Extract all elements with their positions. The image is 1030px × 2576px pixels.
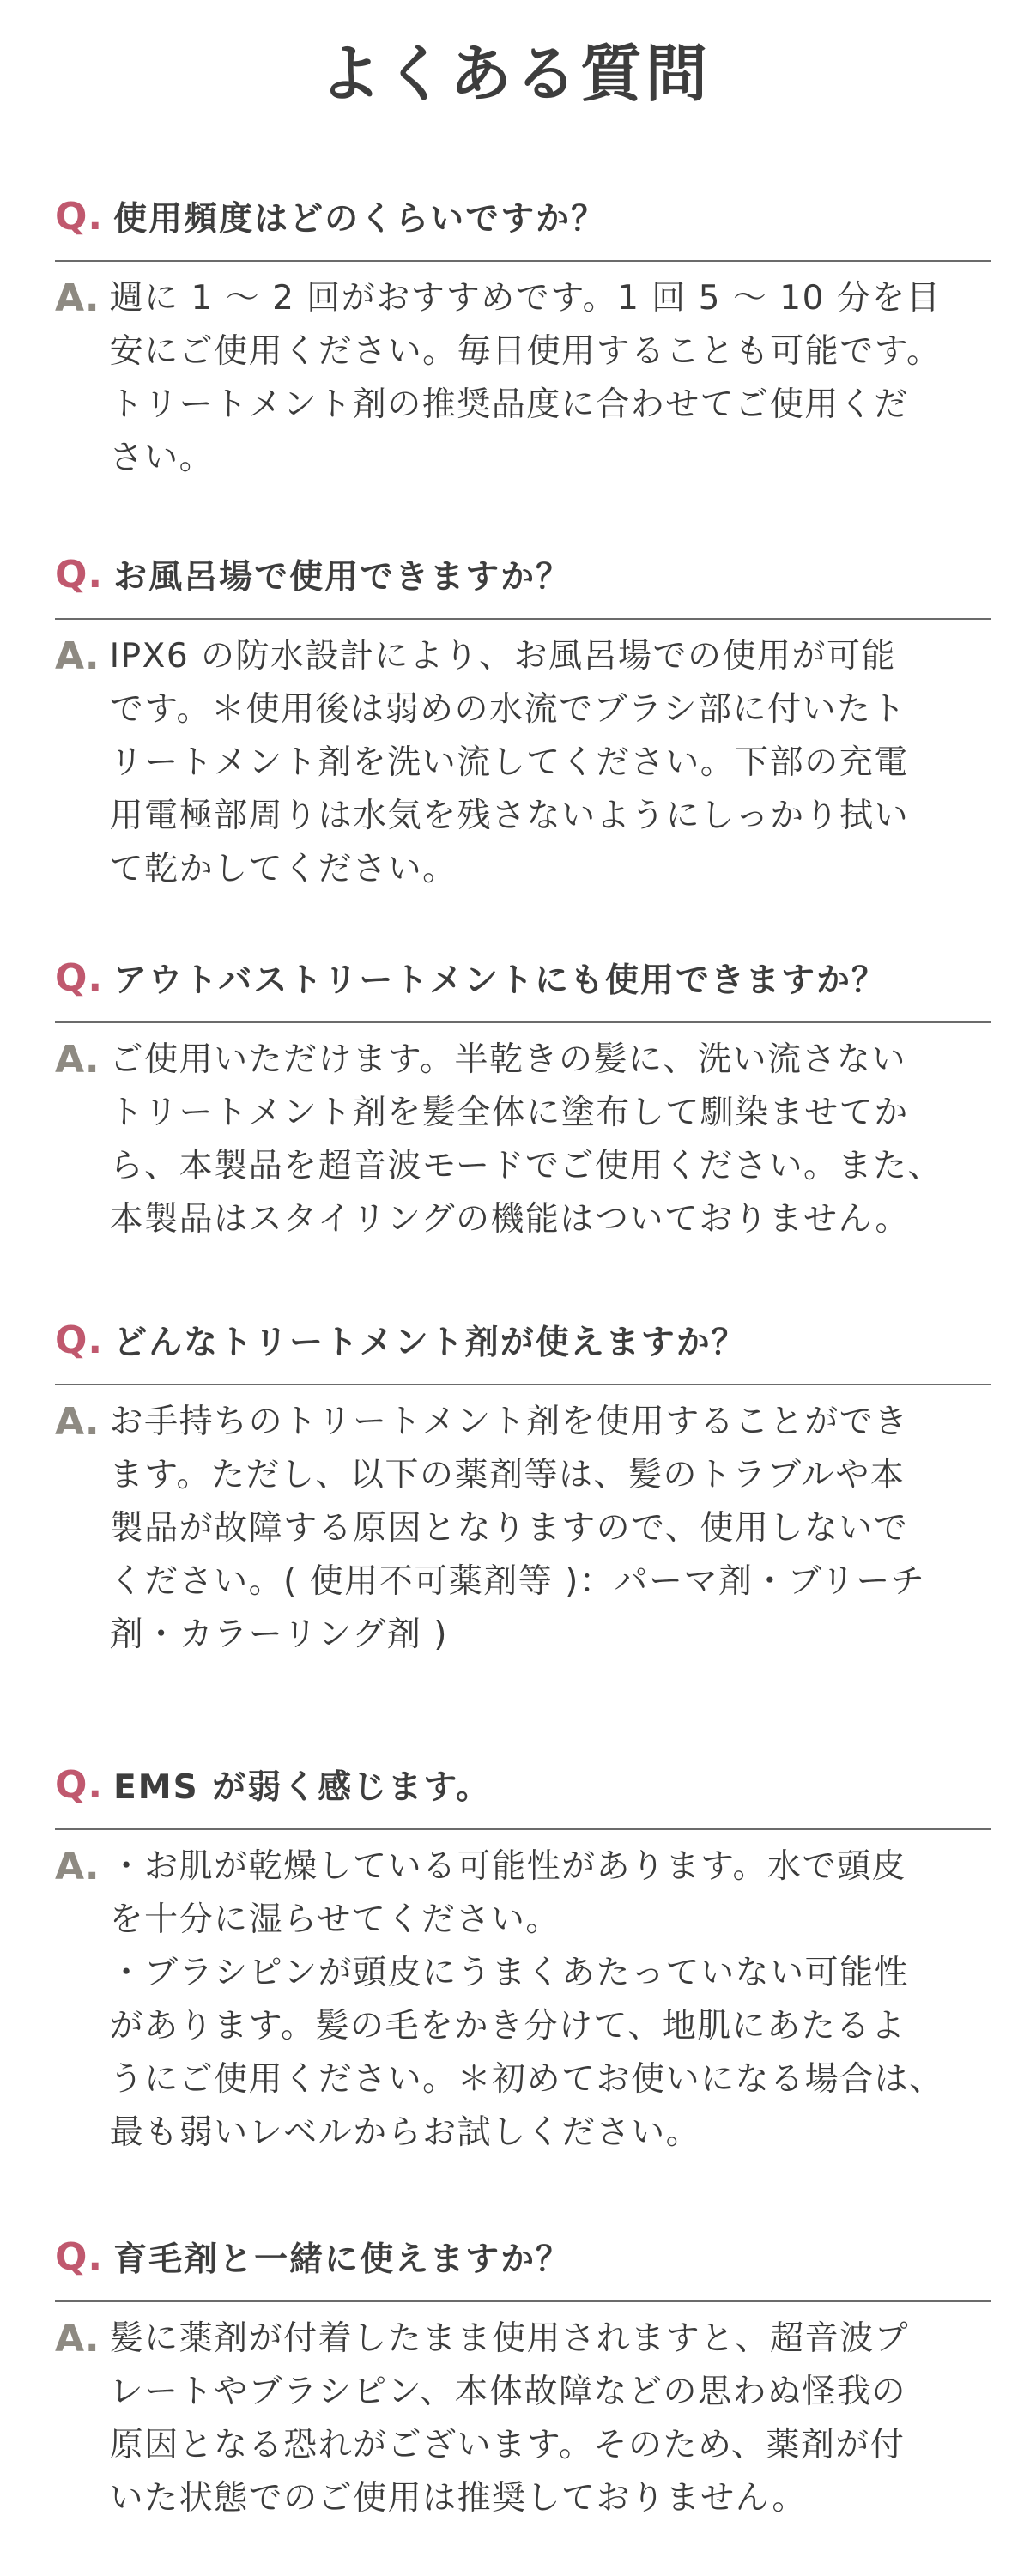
a-label: A.	[55, 1845, 100, 1888]
a-label: A.	[55, 2317, 100, 2361]
answer-row	[55, 1023, 991, 1246]
answer-line: 髪に薬剤が付着したまま使用されますと、超音波プ	[109, 2319, 910, 2358]
question-row	[55, 2216, 991, 2302]
answer-line: 製品が故障する原因となりますので、使用しないで	[109, 1509, 909, 1548]
answer-row	[55, 620, 991, 896]
faq-item-2	[55, 534, 991, 896]
answer-line: ご使用いただけます。半乾きの髪に、洗い流さない	[109, 1040, 906, 1079]
faq-item-3	[55, 937, 991, 1246]
q-label: Q.	[55, 955, 104, 1000]
answer-line: お手持ちのトリートメント剤を使用することができ	[109, 1403, 909, 1441]
answer-line: を十分に湿らせてください。	[109, 1900, 560, 1939]
answer-line: 本製品はスタイリングの機能はついておりません。	[109, 1200, 910, 1239]
answer-line: 剤・カラーリング剤 )	[109, 1615, 448, 1654]
a-label: A.	[55, 276, 100, 320]
answer-line: ・お肌が乾燥している可能性があります。水で頭皮	[109, 1847, 906, 1886]
answer-text	[110, 1033, 942, 1246]
q-label: Q.	[55, 194, 104, 239]
answer-line: があります。髪の毛をかき分けて、地肌にあたるよ	[109, 2007, 906, 2046]
answer-line: 最も弱いレベルからお試しください。	[109, 2113, 701, 2152]
faq-item-5	[55, 1744, 991, 2160]
question-text: アウトバストリートメントにも使用できますか？	[113, 961, 887, 1000]
answer-line: 用電極部周りは水気を残さないようにしっかり拭い	[109, 797, 910, 835]
question-text: 使用頻度はどのくらいですか？	[113, 200, 607, 239]
answer-row	[55, 1830, 991, 2160]
answer-row	[55, 1385, 991, 1662]
question-row	[55, 176, 991, 262]
question-row	[55, 534, 991, 620]
a-label: A.	[55, 634, 100, 678]
faq-item-6	[55, 2216, 991, 2525]
answer-text	[110, 1840, 944, 2160]
answer-line: 原因となる恐れがございます。そのため、薬剤が付	[109, 2426, 906, 2464]
answer-line: 週に 1 ～ 2 回がおすすめです。1 回 5 ～ 10 分を目	[109, 279, 942, 318]
answer-text	[110, 272, 942, 485]
faq-item-1	[55, 176, 991, 485]
answer-line: 安にご使用ください。毎日使用することも可能です。	[109, 332, 942, 371]
answer-text	[110, 2312, 910, 2525]
a-label: A.	[55, 1038, 100, 1082]
answer-text	[110, 630, 910, 896]
answer-line: IPX6 の防水設計により、お風呂場での使用が可能	[109, 637, 897, 676]
answer-line: て乾かしてください。	[109, 850, 457, 888]
answer-line: です。＊使用後は弱めの水流でブラシ部に付いたト	[109, 690, 906, 729]
answer-row	[55, 262, 991, 485]
answer-line: リートメント剤を洗い流してください。下部の充電	[109, 743, 909, 782]
q-label: Q.	[55, 1762, 104, 1807]
answer-line: トリートメント剤を髪全体に塗布して馴染ませてか	[109, 1094, 909, 1132]
q-label: Q.	[55, 2234, 104, 2279]
answer-line: いた状態でのご使用は推奨しておりません。	[109, 2479, 807, 2518]
question-text: EMS が弱く感じます。	[113, 1768, 492, 1807]
answer-line: ・ブラシピンが頭皮にうまくあたっていない可能性	[109, 1954, 910, 1992]
answer-line: ら、本製品を超音波モードでご使用ください。また、	[109, 1147, 943, 1185]
answer-line: うにご使用ください。＊初めてお使いになる場合は、	[109, 2060, 944, 2099]
answer-line: さい。	[109, 439, 215, 477]
a-label: A.	[55, 1400, 100, 1444]
page-title: よくある質問	[318, 38, 711, 110]
answer-row	[55, 2302, 991, 2525]
question-text: どんなトリートメント剤が使えますか？	[113, 1324, 747, 1362]
q-label: Q.	[55, 552, 104, 597]
question-text: お風呂場で使用できますか？	[113, 558, 572, 597]
q-label: Q.	[55, 1318, 104, 1362]
question-row	[55, 1744, 991, 1830]
question-row	[55, 1300, 991, 1385]
question-text: 育毛剤と一緒に使えますか？	[113, 2240, 572, 2279]
answer-line: レートやブラシピン、本体故障などの思わぬ怪我の	[109, 2373, 906, 2411]
answer-line: トリートメント剤の推奨品度に合わせてご使用くだ	[109, 385, 909, 424]
answer-line: ます。ただし、以下の薬剤等は、髪のトラブルや本	[109, 1456, 906, 1494]
answer-line: ください。( 使用不可薬剤等 )：パーマ剤・ブリーチ	[109, 1562, 926, 1601]
question-row	[55, 937, 991, 1023]
faq-item-4	[55, 1300, 991, 1662]
answer-text	[110, 1396, 926, 1662]
